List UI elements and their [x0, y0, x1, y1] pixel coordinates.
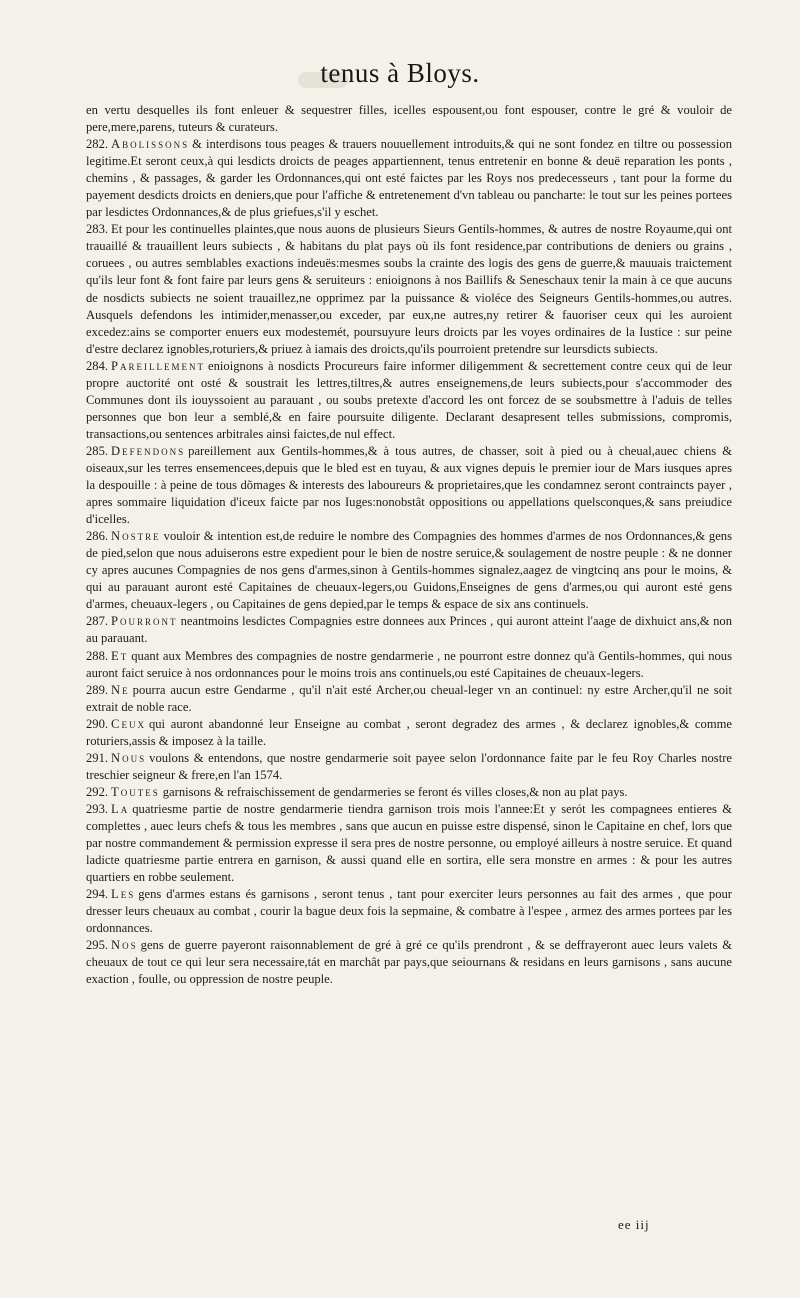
article-lead-word: Nostre: [111, 529, 161, 544]
article-text: pareillement aux Gentils-hommes,& à tous autres, de chasser, soit à pied ou à cheual,auec chiens & oiseaux,sur les terres ensemencees,depuis que le bled est en tuyau, & aux vignes depuis le premier iour de Mars iusques apres la despouille : à peine de tous dõmages & interests des laboureurs & proprietaires,que les condamnez seront contraincts payer , apres sommaire liquidation d'iceux faicte par nos Iuges:nonobstât oppositions ou appellations quelsconques,& sans preiudice d'icelles.: [86, 443, 732, 527]
article-paragraph: [86, 648, 732, 682]
article-lead-word: Toutes: [111, 784, 160, 799]
article-lead-word: La: [111, 801, 130, 816]
article-number: 293.: [86, 801, 109, 816]
article-text: gens de guerre payeront raisonnablement de gré à gré ce qu'ils prendront , & se deffrayeront auec leurs valets & cheuaux de tout ce qui leur sera necessaire,tát en marchât par pays,que seiournans & residans en leurs garnisons , sans aucune exaction , foulle, ou oppression de nostre peuple.: [86, 938, 732, 987]
article-text: gens d'armes estans és garnisons , seront tenus , tant pour exerciter leurs personnes au fait des armes , que pour dresser leurs cheuaux au combat , courir la bague deux fois la sepmaine, & combatre à l'espee , armez des armes portees par les ordonnances.: [86, 887, 732, 936]
article-lead-word: Les: [111, 887, 136, 902]
article-paragraph: [86, 358, 732, 443]
article-paragraph: [86, 801, 732, 886]
article-text: en vertu desquelles ils font enleuer & sequestrer filles, icelles espousent,ou font espouser, contre le gré & vouloir de pere,mere,parens, tuteurs & curateurs.: [86, 103, 732, 135]
article-lead-word: Nos: [111, 938, 138, 953]
article-paragraph: [86, 528, 732, 613]
article-number: 291.: [86, 750, 109, 765]
article-paragraph: [86, 102, 732, 136]
article-paragraph: [86, 716, 732, 750]
article-paragraph: [86, 221, 732, 357]
article-lead-word: Ne: [111, 682, 130, 697]
signature-mark: ee iij: [618, 1217, 650, 1232]
article-paragraph: [86, 682, 732, 716]
article-paragraph: [86, 784, 732, 801]
article-number: 289.: [86, 682, 109, 697]
article-number: 290.: [86, 716, 109, 731]
article-paragraph: [86, 937, 732, 988]
article-number: 285.: [86, 443, 109, 458]
article-number: 295.: [86, 938, 109, 953]
article-paragraph: [86, 886, 732, 937]
article-text: vouloir & intention est,de reduire le nombre des Compagnies des hommes d'armes de nos Ordonnances,& gens de pied,selon que nous aduiserons estre expedient pour le bien de nostre seruice,& soulagement de nostre peuple : & ne donner cy apres aucunes Compagnies de nos gens d'armes,sinon à Gentils-hommes signalez,aagez de vingtcinq ans pour le moins, & qui au parauant auront esté Capitaines de cheuaux-legers,ou Guidons,Enseignes de gens d'armes,ou qui auront esté gens d'armes, cheuaux-legers , ou Capitaines de gens depied,par le temps & espace de six ans continuels.: [86, 529, 732, 612]
article-lead-word: Et: [111, 648, 129, 663]
article-lead-word: Defendons: [111, 443, 186, 458]
article-number: 283.: [86, 222, 109, 237]
article-lead-word: Pareillement: [111, 358, 206, 373]
article-number: 287.: [86, 614, 109, 629]
article-number: 288.: [86, 648, 109, 663]
article-paragraph: [86, 136, 732, 221]
article-text: qui auront abandonné leur Enseigne au combat , seront degradez des armes , & declarez ignobles,& comme roturiers,assis & imposez à la taille.: [86, 716, 732, 748]
article-text: quatriesme partie de nostre gendarmerie tiendra garnison trois mois l'annee:Et y serót les compagnees entieres & complettes , auec leurs chefs & tous les membres , sans que aucun en puisse estre dispensé, sinon le Capitaine en chef, lors que par nostre commandement & permission expresse il sera pres de nostre personne, ou employé ailleurs à nostre seruice. Et quand ladicte quatriesme partie entrera en garnison, & aussi quand elle en sortira, elle sera monstre en armes : & pour les autres quartiers en robbe seulement.: [86, 801, 732, 885]
article-paragraph: [86, 613, 732, 647]
article-number: 294.: [86, 887, 109, 902]
article-number: 282.: [86, 137, 109, 152]
article-number: 292.: [86, 784, 109, 799]
page-title: tenus à Bloys.: [320, 58, 480, 88]
article-lead-word: Ceux: [111, 716, 146, 731]
article-text: enioignons à nosdicts Procureurs faire informer diligemment & secrettement contre ceux qui de leur propre auctorité ont osté & soustrait les lettres,tiltres,& autres enseignemens,de leurs subiects,pour s'accommoder des Communes dont ils iouyssoient au parauant , ou soubs pretexte d'accord les ont forcez de se soubsmettre à l'aduis de telles personnes que bon leur a semblé,& en faire poursuite diligente. Declarant desapresent telles submissions, compromis, transactions,ou sentences arbitrales ainsi faictes,de nul effect.: [86, 358, 732, 441]
article-number: 284.: [86, 358, 109, 373]
article-text: & interdisons tous peages & trauers nouuellement introduits,& qui ne sont fondez en tiltre ou possession legitime.Et seront ceux,à qui lesdicts droicts de peages appartiennent, tenus entretenir en bonne & deuë reparation les ponts , chemins , & passages, & garder les Ordonnances,qui ont esté faictes par les Roys nos predecesseurs , tant pour la forme du payement desdicts droicts en deniers,que pour l'affiche & entretenement d'vn tableau ou pancharte: le tout sur les peines portees par lesdictes Ordonnances,& de plus griefues,s'il y eschet.: [86, 137, 732, 220]
article-lead-word: Nous: [111, 750, 147, 765]
article-lead-word: Abolissons: [111, 137, 190, 152]
article-text: Et pour les continuelles plaintes,que nous auons de plusieurs Sieurs Gentils-hommes, & autres de nostre Royaume,qui ont trauaillé & trauaillent leurs subiects , & habitans du plat pays où ils font residence,par contributions de deniers ou grains , coruees , ou autres semblables exactions indeuës:mesmes soubs la crainte des logis des gens de guerre,& mauuais traictement qu'ils leur font & font faire par leurs gens & seruiteurs : enioignons à nos Baillifs & Seneschaux tenir la main à ce que aucuns de nosdicts subiects ne soient trauaillez,ne opprimez par la puissance & violéce des Seigneurs Gentils-hommes,ou autres. Ausquels defendons les intimider,menasser,ou exceder, par eux,ne autres,ny retirer & fauoriser ceux qui les auroient excedez:ains se comporter enuers eux modestemét, poursuyure leurs droicts par les voyes ordinaires de la Iustice : sur peine d'estre declarez ignobles,roturiers,& priuez à iamais des droicts,qu'ils pourroient pretendre sur leursdicts subiects.: [86, 222, 732, 356]
article-text: neantmoins lesdictes Compagnies estre donnees aux Princes , qui auront atteint l'aage de dixhuict ans,& non au parauant.: [86, 614, 732, 646]
body-text: [86, 102, 732, 988]
article-paragraph: [86, 443, 732, 528]
article-text: pourra aucun estre Gendarme , qu'il n'ait esté Archer,ou cheual-leger vn an continuel: ny estre Archer,qu'il ne soit extrait de noble race.: [86, 682, 732, 714]
article-paragraph: [86, 750, 732, 784]
article-text: garnisons & refraischissement de gendarmeries se feront és villes closes,& non au plat pays.: [162, 784, 628, 799]
article-text: quant aux Membres des compagnies de nostre gendarmerie , ne pourront estre donnez qu'à Gentils-hommes, qui nous auront faict seruice à nos ordonnances pour le moins trois ans continuels,ou esté Capitaines de cheuaux-legers.: [86, 648, 732, 680]
article-text: voulons & entendons, que nostre gendarmerie soit payee selon l'ordonnance faite par le feu Roy Charles nostre treschier seigneur & frere,en l'an 1574.: [86, 750, 732, 782]
article-lead-word: Pourront: [111, 614, 178, 629]
article-number: 286.: [86, 529, 109, 544]
